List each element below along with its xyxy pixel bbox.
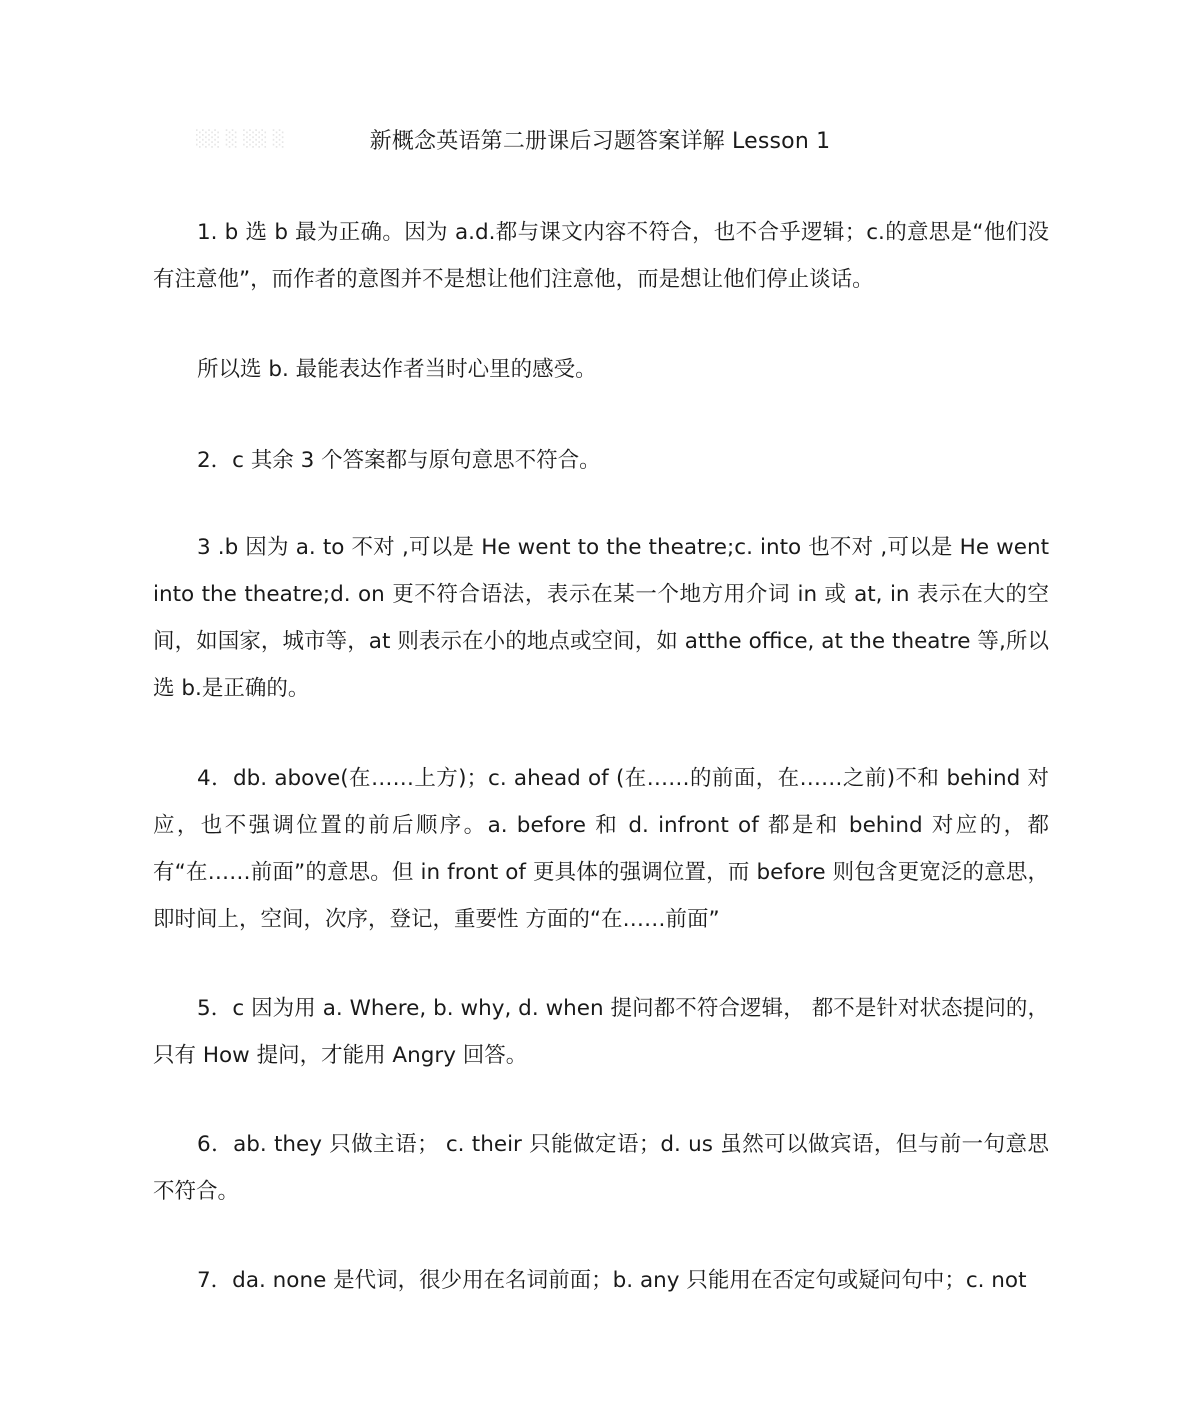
- answer-paragraph-5: 5．c 因为用 a. Where, b. why, d. when 提问都不符合逻辑， 都不是针对状态提问的，只有 How 提问，才能用 Angry 回答。: [153, 996, 1049, 1068]
- answer-paragraph-4: 4．db. above(在……上方)；c. ahead of (在……的前面，在……之前)不和 behind 对应，也不强调位置的前后顺序。a. before 和 d. infront of 都是和 behind 对应的，都有“在……前面”的意思。但 in front of 更具体的强调位置，而 before 则包含更宽泛的意思，即时间上，空间，次序，登记，重要性 方面的“在……前面”: [153, 766, 1050, 932]
- answer-paragraph-1: 1. b 选 b 最为正确。因为 a.d.都与课文内容不符合，也不合乎逻辑；c.的意思是“他们没有注意他”，而作者的意图并不是想让他们注意他，而是想让他们停止谈话。: [153, 220, 1049, 292]
- answer-paragraph-2: 2．c 其余 3 个答案都与原句意思不符合。: [197, 448, 601, 473]
- answer-paragraph-6: 6．ab. they 只做主语； c. their 只能做定语；d. us 虽然可以做宾语，但与前一句意思不符合。: [153, 1132, 1049, 1204]
- answer-paragraph-3: 3 .b 因为 a. to 不对 ,可以是 He went to the theatre;c. into 也不对 ,可以是 He went into the theatre;d. on 更不符合语法，表示在某一个地方用介词 in 或 at, in 表示在大的空间，如国家，城市等，at 则表示在小的地点或空间，如 atthe office, at the theatre 等,所以选 b.是正确的。: [153, 535, 1049, 701]
- document-title: 新概念英语第二册课后习题答案详解 Lesson 1: [369, 129, 831, 154]
- answer-paragraph-1-conclusion: 所以选 b. 最能表达作者当时心里的感受。: [197, 357, 597, 382]
- answer-paragraph-7: 7．da. none 是代词，很少用在名词前面；b. any 只能用在否定句或疑问句中；c. not: [197, 1268, 1027, 1293]
- faint-watermark: ░░ ░ ░░ ░: [196, 129, 286, 148]
